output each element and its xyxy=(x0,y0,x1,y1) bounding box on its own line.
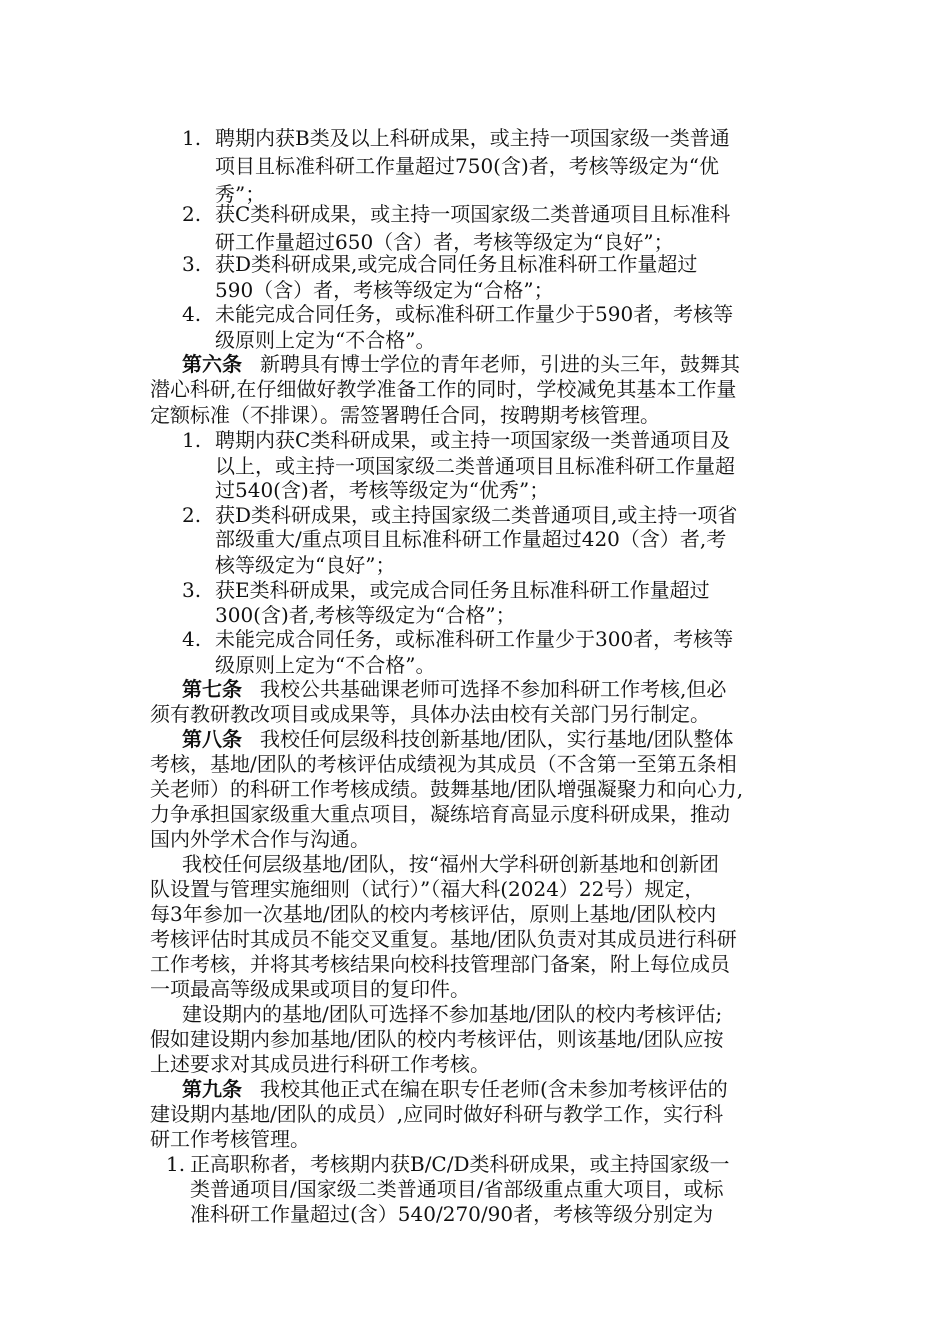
text-line: 聘期内获C类科研成果，或主持一项国家级一类普通项目及 xyxy=(215,428,731,452)
text-line: 过540(含)者，考核等级定为“优秀”； xyxy=(215,478,550,502)
list-number: 1. xyxy=(182,126,202,150)
text-line: 考核，基地/团队的考核评估成绩视为其成员（不含第一至第五条相 xyxy=(150,752,737,776)
text-line: 假如建设期内参加基地/团队的校内考核评估，则该基地/团队应按 xyxy=(150,1027,724,1051)
text-line: 聘期内获B类及以上科研成果，或主持一项国家级一类普通 xyxy=(215,126,730,150)
text-line: 项目且标准科研工作量超过750(含)者，考核等级定为“优 xyxy=(215,154,720,178)
text-line: 部级重大/重点项目且标准科研工作量超过420（含）者,考 xyxy=(215,527,727,551)
text-line: 获E类科研成果，或完成合同任务且标准科研工作量超过 xyxy=(215,578,710,602)
text-line: 建设期内的基地/团队可选择不参加基地/团队的校内考核评估; xyxy=(182,1002,723,1026)
list-number: 4. xyxy=(182,302,202,326)
text-line: 类普通项目/国家级二类普通项目/省部级重点重大项目，或标 xyxy=(190,1177,724,1201)
list-number: 2. xyxy=(182,202,202,226)
list-number: 1. xyxy=(166,1152,186,1176)
text-line: 我校公共基础课老师可选择不参加科研工作考核,但必 xyxy=(260,677,727,701)
text-line: 获D类科研成果，或主持国家级二类普通项目,或主持一项省 xyxy=(215,503,738,527)
text-line: 获D类科研成果,或完成合同任务且标准科研工作量超过 xyxy=(215,252,698,276)
list-number: 4. xyxy=(182,627,202,651)
article-label: 第六条 xyxy=(182,352,242,376)
list-number: 3. xyxy=(182,252,202,276)
text-line: 定额标准（不排课）。需签署聘任合同，按聘期考核管理。 xyxy=(150,403,660,427)
text-line: 研工作量超过650（含）者，考核等级定为“良好”； xyxy=(215,230,674,254)
text-line: 考核评估时其成员不能交叉重复。基地/团队负责对其成员进行科研 xyxy=(150,927,737,951)
text-line: 潜心科研,在仔细做好教学准备工作的同时，学校减免其基本工作量 xyxy=(150,377,737,401)
text-line: 我校其他正式在编在职专任老师(含未参加考核评估的 xyxy=(260,1077,728,1101)
article-label: 第九条 xyxy=(182,1077,242,1101)
text-line: 核等级定为“良好”； xyxy=(215,553,396,577)
list-number: 2. xyxy=(182,503,202,527)
text-line: 上述要求对其成员进行科研工作考核。 xyxy=(150,1052,490,1076)
list-number: 3. xyxy=(182,578,202,602)
text-line: 准科研工作量超过(含）540/270/90者，考核等级分别定为 xyxy=(190,1202,714,1226)
text-line: 国内外学术合作与沟通。 xyxy=(150,827,370,851)
article-label: 第八条 xyxy=(182,727,242,751)
text-line: 须有教研教改项目或成果等，具体办法由校有关部门另行制定。 xyxy=(150,702,710,726)
text-line: 未能完成合同任务，或标准科研工作量少于590者，考核等 xyxy=(215,302,734,326)
text-line: 级原则上定为“不合格”。 xyxy=(215,328,436,352)
text-line: 590（含）者，考核等级定为“合格”； xyxy=(215,278,554,302)
text-line: 我校任何层级基地/团队，按“福州大学科研创新基地和创新团 xyxy=(182,852,719,876)
text-line: 我校任何层级科技创新基地/团队，实行基地/团队整体 xyxy=(260,727,734,751)
text-line: 300(含)者,考核等级定为“合格”； xyxy=(215,603,516,627)
text-line: 正高职称者，考核期内获B/C/D类科研成果，或主持国家级一 xyxy=(190,1152,730,1176)
text-line: 每3年参加一次基地/团队的校内考核评估，原则上基地/团队校内 xyxy=(150,902,717,926)
text-line: 关老师）的科研工作考核成绩。鼓舞基地/团队增强凝聚力和向心力, xyxy=(150,777,744,801)
text-line: 以上，或主持一项国家级二类普通项目且标准科研工作量超 xyxy=(215,454,735,478)
text-line: 研工作考核管理。 xyxy=(150,1127,310,1151)
text-line: 级原则上定为“不合格”。 xyxy=(215,653,436,677)
text-line: 新聘具有博士学位的青年老师，引进的头三年，鼓舞其 xyxy=(260,352,740,376)
article-label: 第七条 xyxy=(182,677,242,701)
text-line: 秀”； xyxy=(215,182,266,206)
text-line: 一项最高等级成果或项目的复印件。 xyxy=(150,977,470,1001)
text-line: 力争承担国家级重大重点项目，凝练培育高显示度科研成果，推动 xyxy=(150,802,730,826)
text-line: 获C类科研成果，或主持一项国家级二类普通项目且标准科 xyxy=(215,202,731,226)
text-line: 未能完成合同任务，或标准科研工作量少于300者，考核等 xyxy=(215,627,734,651)
text-line: 队设置与管理实施细则（试行）”（福大科(2024）22号）规定， xyxy=(150,877,705,901)
list-number: 1. xyxy=(182,428,202,452)
text-line: 工作考核，并将其考核结果向校科技管理部门备案，附上每位成员 xyxy=(150,952,730,976)
text-line: 建设期内基地/团队的成员）,应同时做好科研与教学工作，实行科 xyxy=(150,1102,724,1126)
